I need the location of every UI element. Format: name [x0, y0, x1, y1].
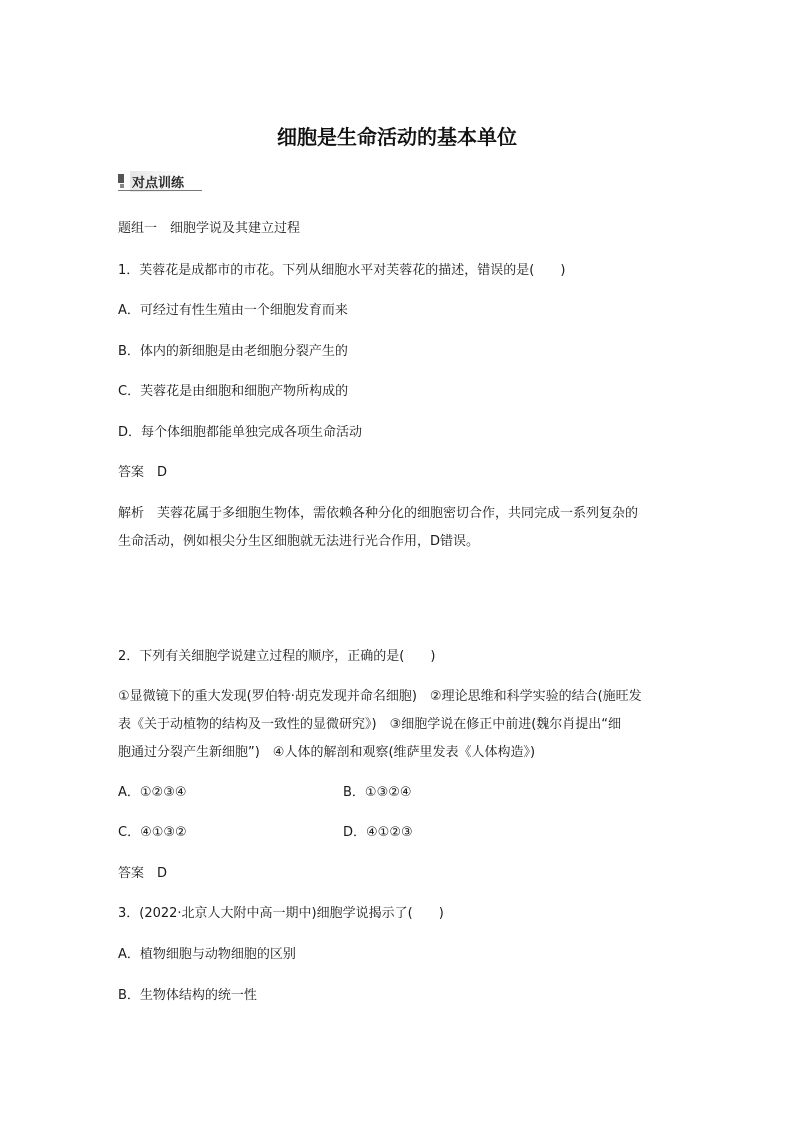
q2-option-c: C．④①③②	[118, 825, 187, 840]
q1-analysis-line: 解析 芙蓉花属于多细胞生物体，需依赖各种分化的细胞密切合作，共同完成一系列复杂的	[118, 506, 639, 521]
section-marker-icon	[118, 174, 126, 188]
q1-option-d: D．每个体细胞都能单独完成各项生命活动	[118, 425, 363, 440]
q3-stem: 3．(2022·北京人大附中高一期中)细胞学说揭示了( )	[118, 906, 444, 921]
q1-analysis-line: 生命活动，例如根尖分生区细胞就无法进行光合作用，D错误。	[118, 534, 480, 549]
q1-option-b: B．体内的新细胞是由老细胞分裂产生的	[118, 344, 348, 359]
q2-item-line: ①显微镜下的重大发现(罗伯特·胡克发现并命名细胞) ②理论思维和科学实验的结合(施旺发	[118, 689, 642, 704]
q2-answer: 答案 D	[118, 866, 168, 881]
q1-answer: 答案 D	[118, 465, 168, 480]
page-title: 细胞是生命活动的基本单位	[277, 125, 517, 149]
section-label	[118, 171, 188, 191]
group-title: 题组一 细胞学说及其建立过程	[118, 221, 301, 236]
q1-stem: 1．芙蓉花是成都市的市花。下列从细胞水平对芙蓉花的描述，错误的是( )	[118, 263, 566, 278]
q2-option-a: A．①②③④	[118, 785, 187, 800]
q2-item-line: 表《关于动植物的结构及一致性的显微研究》) ③细胞学说在修正中前进(魏尔肖提出“细	[118, 717, 622, 732]
q2-stem: 2．下列有关细胞学说建立过程的顺序，正确的是( )	[118, 649, 436, 664]
section-label-text: 对点训练	[130, 171, 188, 192]
q1-option-c: C．芙蓉花是由细胞和细胞产物所构成的	[118, 384, 349, 399]
q3-option-a: A．植物细胞与动物细胞的区别	[118, 947, 296, 962]
section-underline	[118, 190, 202, 191]
q2-option-d: D．④①②③	[343, 825, 413, 840]
q2-option-b: B．①③②④	[343, 785, 412, 800]
q3-option-b: B．生物体结构的统一性	[118, 988, 257, 1003]
q2-item-line: 胞通过分裂产生新细胞”) ④人体的解剖和观察(维萨里发表《人体构造》)	[118, 745, 536, 760]
q1-option-a: A．可经过有性生殖由一个细胞发育而来	[118, 303, 348, 318]
